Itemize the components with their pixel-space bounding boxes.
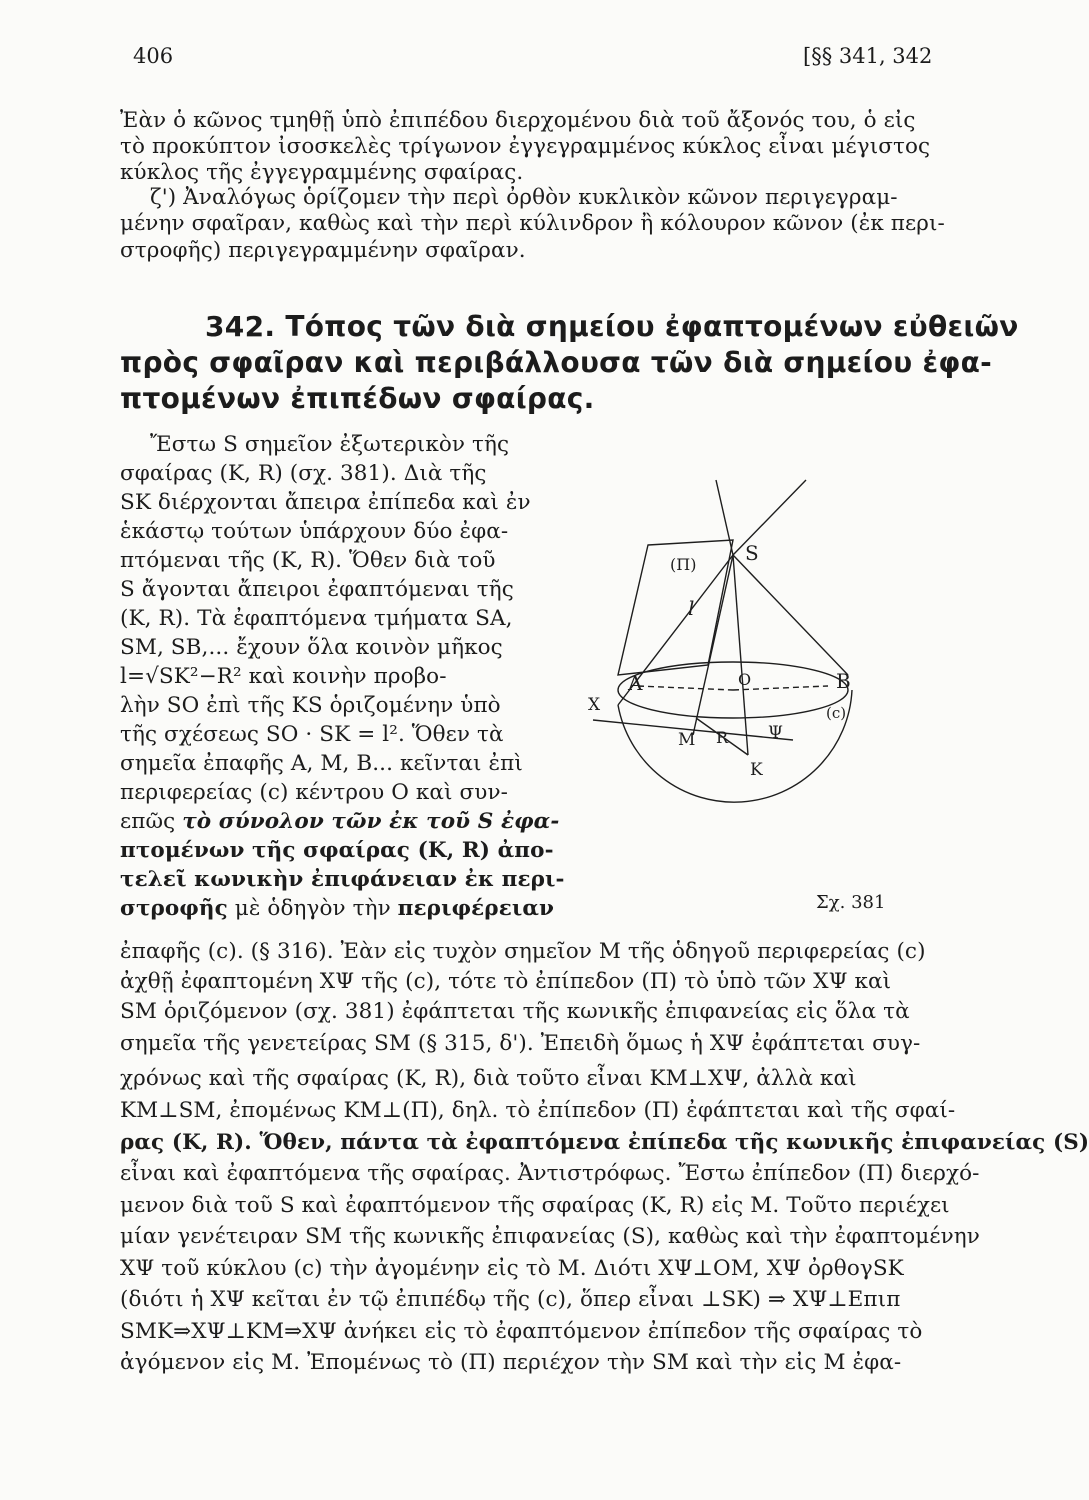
text-line: πτόμεναι τῆς (K, R). Ὅθεν διὰ τοῦ	[120, 548, 496, 573]
text-line: KM⊥SM, ἐπομένως KM⊥(Π), δηλ. τὸ ἐπίπεδον (Π) ἐφάπτεται καὶ τῆς σφαί-	[120, 1098, 956, 1123]
label-pi: (Π)	[670, 555, 697, 574]
label-a: A	[628, 671, 643, 695]
text-line: εἶναι καὶ ἐφαπτόμενα τῆς σφαίρας. Ἀντιστρόφως. Ἔστω ἐπίπεδον (Π) διερχό-	[120, 1161, 980, 1186]
text-line: SM ὁριζόμενον (σχ. 381) ἐφάπτεται τῆς κωνικῆς ἐπιφανείας εἰς ὅλα τὰ	[120, 999, 910, 1024]
text-line: Ἐὰν ὁ κῶνος τμηθῇ ὑπὸ ἐπιπέδου διερχομένου διὰ τοῦ ἄξονός του, ὁ εἰς	[120, 108, 916, 133]
text-line: πτομένων τῆς σφαίρας (K, R) ἀπο-	[120, 838, 554, 863]
label-psi: Ψ	[768, 723, 783, 743]
text-line: σημεῖα ἐπαφῆς A, M, B... κεῖνται ἐπὶ	[120, 751, 523, 776]
section-title: πρὸς σφαῖραν καὶ περιβάλλουσα τῶν διὰ σημείου ἐφα-	[120, 346, 993, 379]
section-reference: [§§ 341, 342	[803, 44, 933, 68]
text-line: XΨ τοῦ κύκλου (c) τὴν ἀγομένην εἰς τὸ M. Διότι XΨ⊥OM, XΨ ὀρθογSK	[120, 1256, 904, 1281]
text-line: τῆς σχέσεως SO · SK = l². Ὅθεν τὰ	[120, 722, 504, 747]
section-title: 342. Τόπος τῶν διὰ σημείου ἐφαπτομένων εὐθειῶν	[205, 310, 1019, 343]
text-line: σφαίρας (K, R) (σχ. 381). Διὰ τῆς	[120, 461, 487, 486]
page-number: 406	[133, 44, 174, 68]
text-line: περιφερείας (c) κέντρου O καὶ συν-	[120, 780, 508, 805]
text-line: τὸ προκύπτον ἰσοσκελὲς τρίγωνον ἐγγεγραμμένος κύκλος εἶναι μέγιστος	[120, 134, 931, 159]
text-line: στροφῆς μὲ ὁδηγὸν τὴν περιφέρειαν	[120, 896, 555, 921]
text-line: ἀχθῇ ἐφαπτομένη XΨ τῆς (c), τότε τὸ ἐπίπεδον (Π) τὸ ὑπὸ τῶν XΨ καὶ	[120, 969, 892, 994]
text-line: επῶς τὸ σύνολον τῶν ἐκ τοῦ S ἐφα-	[120, 809, 560, 834]
label-c: (c)	[826, 704, 847, 722]
text-line: σημεῖα τῆς γενετείρας SM (§ 315, δ'). Ἐπειδὴ ὅμως ἡ XΨ ἐφάπτεται συγ-	[120, 1031, 921, 1056]
section-title: πτομένων ἐπιπέδων σφαίρας.	[120, 382, 595, 415]
extension-line	[716, 480, 733, 555]
figure-caption: Σχ. 381	[816, 892, 886, 913]
label-m: M	[678, 730, 696, 750]
axis-sk	[733, 555, 748, 755]
text-line: SK διέρχονται ἄπειρα ἐπίπεδα καὶ ἐν	[120, 490, 531, 515]
text-line: κύκλος τῆς ἐγγεγραμμένης σφαίρας.	[120, 160, 524, 185]
text-line: μένην σφαῖραν, καθὼς καὶ τὴν περὶ κύλινδρον ἢ κόλουρον κῶνον (ἐκ περι-	[120, 211, 945, 236]
text-line: (διότι ἡ XΨ κεῖται ἐν τῷ ἐπιπέδῳ τῆς (c), ὅπερ εἶναι ⊥SK) ⇒ XΨ⊥Επιπ	[120, 1287, 901, 1312]
text-line: (K, R). Τὰ ἐφαπτόμενα τμήματα SA,	[120, 606, 513, 631]
text-line: ἑκάστῳ τούτων ὑπάρχουν δύο ἐφα-	[120, 519, 509, 544]
text-line: S ἄγονται ἄπειροι ἐφαπτόμεναι τῆς	[120, 577, 514, 602]
text-line: ἀγόμενον εἰς M. Ἐπομένως τὸ (Π) περιέχον τὴν SM καὶ τὴν εἰς M ἐφα-	[120, 1350, 902, 1375]
text-line: SM, SB,... ἔχουν ὅλα κοινὸν μῆκος	[120, 635, 503, 660]
text-line: στροφῆς) περιγεγραμμένην σφαῖραν.	[120, 238, 526, 263]
text-line: ζ') Ἀναλόγως ὁρίζομεν τὴν περὶ ὀρθὸν κυκλικὸν κῶνον περιγεγραμ-	[150, 185, 898, 210]
text-line: ἐπαφῆς (c). (§ 316). Ἐὰν εἰς τυχὸν σημεῖον M τῆς ὁδηγοῦ περιφερείας (c)	[120, 939, 926, 964]
radius-oa	[638, 686, 733, 690]
label-o: O	[738, 670, 752, 689]
label-s: S	[745, 541, 759, 565]
label-x: X	[588, 695, 601, 715]
label-k: K	[750, 760, 763, 780]
text-line: λὴν SO ἐπὶ τῆς KS ὁριζομένην ὑπὸ	[120, 693, 501, 718]
text-line: l=√SK²−R² καὶ κοινὴν προβο-	[120, 664, 447, 689]
tangent-line-sb	[733, 555, 848, 675]
text-line: χρόνως καὶ τῆς σφαίρας (K, R), διὰ τοῦτο εἶναι KM⊥XΨ, ἀλλὰ καὶ	[120, 1066, 857, 1091]
text-line: μενον διὰ τοῦ S καὶ ἐφαπτόμενον τῆς σφαίρας (K, R) εἰς M. Τοῦτο περιέχει	[120, 1193, 950, 1218]
label-l: l	[688, 596, 695, 620]
label-b: B	[836, 669, 851, 693]
text-line: Ἔστω S σημεῖον ἐξωτερικὸν τῆς	[150, 432, 510, 457]
extension-line	[733, 480, 806, 555]
text-line: ρας (K, R). Ὅθεν, πάντα τὰ ἐφαπτόμενα ἐπίπεδα τῆς κωνικῆς ἐπιφανείας (S)	[120, 1130, 1089, 1155]
text-line: SMK⇒XΨ⊥KM⇒XΨ ἀνήκει εἰς τὸ ἐφαπτόμενον ἐπίπεδον τῆς σφαίρας τὸ	[120, 1319, 923, 1344]
emphasis-text: τὸ σύνολον τῶν ἐκ τοῦ S ἐφα-	[182, 809, 560, 834]
text-line: μίαν γενέτειραν SM τῆς κωνικῆς ἐπιφανείας (S), καθὼς καὶ τὴν ἐφαπτομένην	[120, 1224, 980, 1249]
figure-381-diagram	[578, 490, 923, 935]
text-line: τελεῖ κωνικὴν ἐπιφάνειαν ἐκ περι-	[120, 867, 565, 892]
label-r: R	[716, 728, 729, 747]
